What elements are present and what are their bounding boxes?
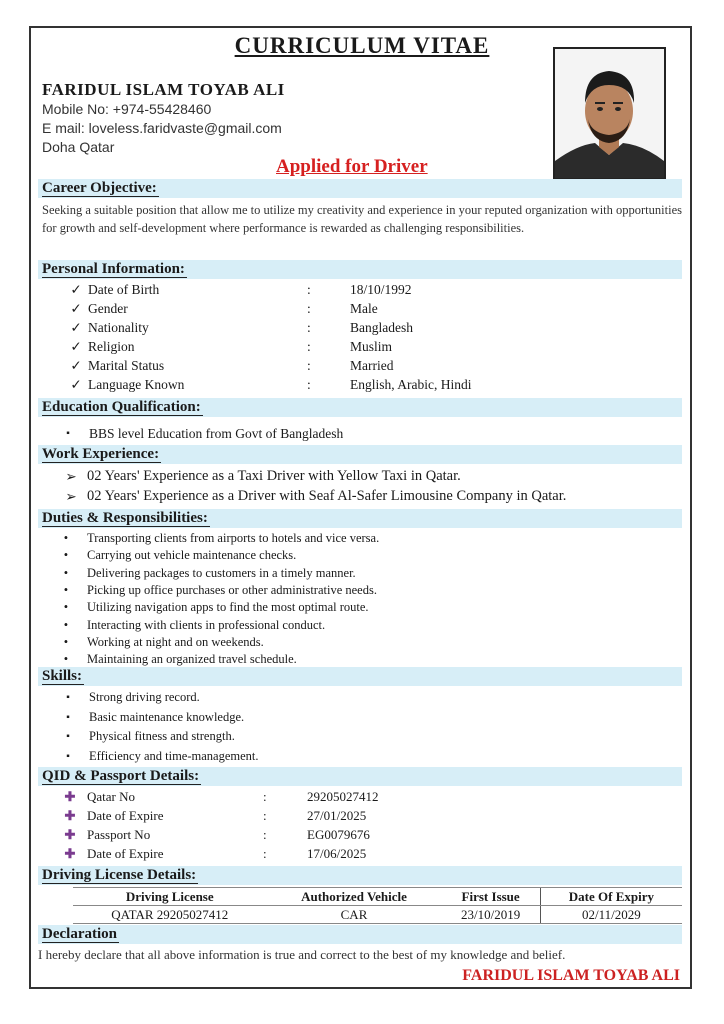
field-label: Date of Birth (88, 282, 160, 297)
field-value: EG0079676 (307, 827, 370, 842)
section-title: Skills: (42, 668, 83, 684)
profile-photo (553, 47, 666, 180)
section-title: Personal Information: (42, 261, 185, 277)
signature-name: FARIDUL ISLAM TOYAB ALI (462, 967, 680, 984)
dot-bullet-icon: • (63, 600, 69, 615)
table-cell: 02/11/2029 (540, 906, 682, 924)
duty-text: Picking up office purchases or other administrative needs. (87, 582, 377, 597)
field-colon: : (263, 789, 267, 804)
education-text: BBS level Education from Govt of Bangladesh (89, 426, 344, 441)
checkmark-icon: ✓ (70, 377, 82, 392)
dot-bullet-icon: • (63, 582, 69, 597)
mobile-line: Mobile No: +974-55428460 (42, 101, 212, 117)
square-bullet-icon: ▪ (66, 711, 70, 723)
list-item (0, 581, 724, 600)
field-label: Date of Expire (87, 808, 164, 823)
list-item (0, 708, 724, 727)
location-line: Doha Qatar (42, 139, 115, 155)
field-label: Religion (88, 339, 135, 354)
field-colon: : (307, 301, 311, 316)
section-work-experience (38, 445, 682, 464)
personal-info-row (0, 318, 724, 337)
section-qid-passport (38, 767, 682, 786)
checkmark-icon: ✓ (70, 282, 82, 297)
table-row (73, 906, 682, 924)
square-bullet-icon: ▪ (66, 692, 70, 703)
field-value: 27/01/2025 (307, 808, 367, 823)
square-bullet-icon: ▪ (66, 731, 70, 742)
list-item (0, 546, 724, 565)
section-education (38, 398, 682, 417)
field-colon: : (263, 808, 267, 823)
work-item (0, 487, 724, 506)
field-label: Qatar No (87, 789, 136, 804)
field-colon: : (307, 282, 311, 297)
personal-info-row (0, 337, 724, 356)
work-text: 02 Years' Experience as a Taxi Driver with Yellow Taxi in Qatar. (87, 468, 461, 484)
field-value: 17/06/2025 (307, 846, 367, 861)
section-duties (38, 509, 682, 528)
field-label: Language Known (88, 377, 185, 392)
field-colon: : (307, 339, 311, 354)
section-career-objective (38, 179, 682, 198)
personal-info-row (0, 280, 724, 299)
candidate-name: FARIDUL ISLAM TOYAB ALI (42, 80, 285, 99)
field-colon: : (307, 320, 311, 335)
qid-row (0, 844, 724, 863)
list-item (0, 616, 724, 635)
square-bullet-icon: ▪ (66, 750, 70, 762)
qid-row (0, 825, 724, 844)
work-text: 02 Years' Experience as a Driver with Seaf Al-Safer Limousine Company in Qatar. (87, 488, 567, 504)
column-header: Driving License (73, 888, 267, 906)
checkmark-icon: ✓ (70, 320, 82, 335)
skill-text: Strong driving record. (89, 690, 200, 704)
field-value: Bangladesh (350, 320, 413, 335)
pin-bullet-icon: ✚ (64, 846, 76, 861)
qid-row (0, 806, 724, 825)
personal-info-row (0, 375, 724, 394)
field-value: 29205027412 (307, 789, 379, 804)
section-title: Education Qualification: (42, 399, 201, 415)
declaration-text: I hereby declare that all above information is true and correct to the best of my knowledge and belief. (38, 947, 566, 962)
work-item (0, 467, 724, 486)
skill-text: Physical fitness and strength. (89, 729, 235, 743)
applied-position: Applied for Driver (276, 156, 428, 177)
duty-text: Delivering packages to customers in a timely manner. (87, 565, 356, 580)
duty-text: Maintaining an organized travel schedule. (87, 652, 297, 667)
personal-info-row (0, 356, 724, 375)
field-colon: : (307, 358, 311, 373)
section-title: Career Objective: (42, 180, 157, 196)
license-table (73, 887, 682, 924)
table-cell: 23/10/2019 (441, 906, 540, 924)
page-title: CURRICULUM VITAE (234, 33, 490, 58)
field-colon: : (263, 827, 267, 842)
list-item (0, 564, 724, 583)
field-colon: : (263, 846, 267, 861)
section-title: QID & Passport Details: (42, 768, 200, 784)
checkmark-icon: ✓ (70, 358, 82, 373)
skill-text: Efficiency and time-management. (89, 748, 259, 763)
checkmark-icon: ✓ (70, 301, 82, 316)
section-title: Declaration (42, 926, 117, 942)
email-line: E mail: loveless.faridvaste@gmail.com (42, 120, 282, 136)
qid-row (0, 787, 724, 806)
section-declaration (38, 925, 682, 944)
education-item (0, 424, 724, 443)
career-objective-text: Seeking a suitable position that allow me to utilize my creativity and experience in your reputed organization with opportunities for growth and self-development where performance is rewarded as challenging responsibilities. (42, 203, 682, 235)
dot-bullet-icon: • (63, 548, 69, 563)
column-header: First Issue (441, 888, 540, 906)
duty-text: Working at night and on weekends. (87, 634, 264, 649)
section-skills (38, 667, 682, 686)
pin-bullet-icon: ✚ (64, 808, 76, 823)
list-item (0, 727, 724, 746)
list-item (0, 529, 724, 548)
duty-text: Carrying out vehicle maintenance checks. (87, 548, 297, 563)
checkmark-icon: ✓ (70, 339, 82, 354)
field-label: Passport No (87, 827, 151, 842)
section-title: Driving License Details: (42, 867, 197, 883)
list-item (0, 688, 724, 707)
field-value: Married (350, 358, 394, 373)
list-item (0, 598, 724, 617)
list-item (0, 633, 724, 652)
section-personal-information (38, 260, 682, 279)
dot-bullet-icon: • (63, 617, 69, 632)
field-value: Male (350, 301, 378, 316)
field-colon: : (307, 377, 311, 392)
duty-text: Utilizing navigation apps to find the most optimal route. (87, 600, 369, 615)
duty-text: Interacting with clients in professional conduct. (87, 617, 326, 632)
table-cell: CAR (267, 906, 442, 924)
dot-bullet-icon: • (63, 531, 69, 545)
dot-bullet-icon: • (63, 634, 69, 649)
dot-bullet-icon: • (63, 652, 69, 667)
arrow-bullet-icon: ➢ (65, 469, 77, 484)
arrow-bullet-icon: ➢ (65, 489, 77, 504)
table-cell: QATAR 29205027412 (73, 906, 267, 924)
dot-bullet-icon: • (63, 565, 69, 580)
personal-info-row (0, 299, 724, 318)
section-title: Duties & Responsibilities: (42, 510, 208, 526)
pin-bullet-icon: ✚ (64, 789, 76, 804)
field-value: 18/10/1992 (350, 282, 412, 297)
table-header-row (73, 888, 682, 906)
field-label: Nationality (88, 320, 149, 335)
duty-text: Transporting clients from airports to hotels and vice versa. (87, 531, 380, 545)
column-header: Authorized Vehicle (267, 888, 442, 906)
section-title: Work Experience: (42, 446, 160, 462)
field-label: Gender (88, 301, 128, 316)
square-bullet-icon: ▪ (66, 428, 70, 439)
skill-text: Basic maintenance knowledge. (89, 709, 245, 724)
field-label: Marital Status (88, 358, 165, 373)
list-item (0, 747, 724, 766)
section-driving-license (38, 866, 682, 885)
field-label: Date of Expire (87, 846, 164, 861)
field-value: Muslim (350, 339, 393, 354)
column-header: Date Of Expiry (540, 888, 682, 906)
pin-bullet-icon: ✚ (64, 827, 76, 842)
field-value: English, Arabic, Hindi (350, 377, 472, 392)
